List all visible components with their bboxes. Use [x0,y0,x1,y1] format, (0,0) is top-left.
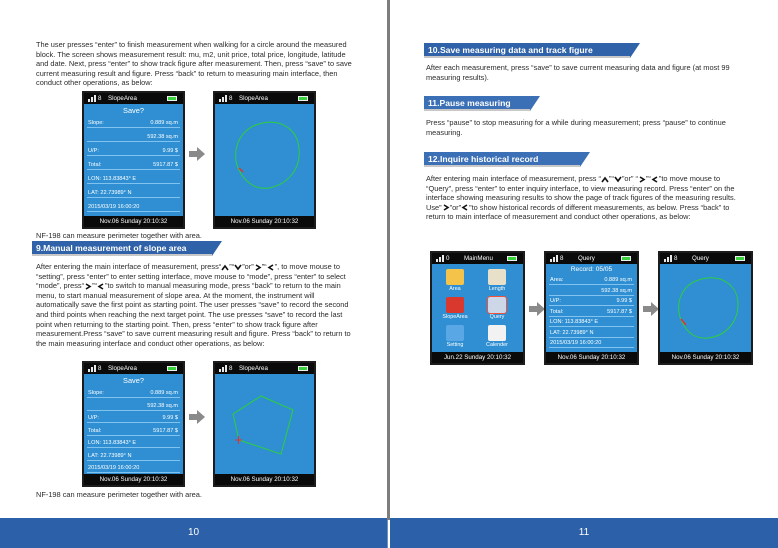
menu-label-calendar: Calender [486,342,508,348]
arrow-right-icon [189,410,205,424]
up-arrow-icon [601,176,609,183]
result-row [549,296,634,306]
slope-area-icon [446,297,464,313]
row-value: 9.99 $ [616,298,632,304]
status-footer: Nov.06 Sunday 20:10:32 [215,474,314,485]
result-row [549,286,634,296]
row-key: Total: [550,308,564,315]
screen-title: Query [578,255,595,262]
track-figure-loop [660,264,751,354]
signal-icon [436,255,446,262]
result-row [87,401,180,411]
row-key: LON: 113.83843° E [88,440,137,446]
device-screen-query-record: 8 Query Record: 05/05 Nov.06 Sunday 20:10:32 Area: 0.889 sq.m 592.38 sq.m U/P: 9.99 $ Total: 5917.87 $ LON: 113.83843° E LAT: 22.73989° N 2015/03/19 16:00:20 [544,251,639,365]
menu-label-query: Query [489,314,505,320]
screen-title: SlopeArea [108,95,137,102]
row-key: Area: [550,277,564,283]
left-arrow-icon [651,176,659,183]
perimeter-note: NF-198 can measure perimeter together with area. [36,490,202,499]
menu-label-area: Area [449,286,461,292]
left-arrow-icon [97,283,105,290]
right-page [390,0,778,548]
signal-icon [88,365,98,372]
down-arrow-icon [234,264,242,271]
arrow-right-icon [529,302,545,316]
setting-icon [446,325,464,341]
section-11-header: 11.Pause measuring [424,96,530,111]
section-12-body: After entering main interface of measurement, press “ ”“ ”or” “ ”“ ”to move mouse to “Query”, press “enter” to enter inquiry interface, to view measuring record. Press “enter” on the interface showing measuring results to show the page of track figures of the measuring results. Use” ”or” ”to show historical records of different measurements, as below. Press “back” to return to main interface of measurement and conduct other operations, as below: [426,174,736,222]
result-row [549,317,634,327]
battery-icon [167,96,177,101]
left-arrow-icon [461,204,469,211]
row-value: 0.889 sq.m [150,120,178,126]
result-row [87,160,180,170]
battery-icon [621,256,631,261]
signal-icon [664,255,674,262]
row-value: 5917.87 $ [153,162,178,168]
status-footer: Nov.06 Sunday 20:10:32 [546,352,637,363]
page-footer: 10 [0,518,388,548]
device-screen-save-manual: 8 SlopeArea Save? Nov.06 Sunday 20:10:32 Slope: 0.889 sq.m 592.38 sq.m U/P: 9.99 $ Total: 5917.87 $ LON: 113.83843° E LAT: 22.73989° N 2015/03/19 16:00:20 [82,361,185,487]
track-figure-polygon [215,374,314,476]
row-key: 2015/03/19 16:00:20 [88,465,140,471]
query-icon [488,297,506,313]
row-key: LAT: 22.73989° N [88,452,132,459]
calendar-icon [488,325,506,341]
row-key: LON: 113.83843° E [88,176,137,182]
result-row [87,202,180,212]
down-arrow-icon [614,176,622,183]
row-value: 9.99 $ [162,148,178,154]
result-row [549,328,634,338]
row-key: U/P: [88,415,99,421]
row-value: 592.38 sq.m [147,134,178,140]
screen-title: SlopeArea [239,95,268,102]
status-footer: Nov.06 Sunday 20:10:32 [215,216,314,227]
section-11-text: Press “pause” to stop measuring for a while during measurement; press “pause” to continue measuring. [426,118,726,137]
result-row [87,132,180,142]
signal-icon [219,95,229,102]
row-value: 0.889 sq.m [150,390,178,396]
row-key: LON: 113.83843° E [550,319,599,325]
row-key: LAT: 22.73989° N [88,190,132,196]
section-9-header: 9.Manual measurement of slope area [32,241,212,256]
left-arrow-icon [267,264,275,271]
result-row [87,118,180,128]
length-icon [488,269,506,285]
row-key: Total: [88,427,102,434]
right-arrow-icon [254,264,262,271]
right-arrow-icon [638,176,646,183]
device-screen-query-track: 8 Query Nov.06 Sunday 20:10:32 [658,251,753,365]
result-row [549,338,634,348]
row-key: U/P: [550,298,561,304]
result-row [87,188,180,198]
row-key: Total: [88,162,102,168]
left-page [0,0,388,548]
signal-icon [219,365,229,372]
right-arrow-icon [84,283,92,290]
up-arrow-icon [221,264,229,271]
screen-title: SlopeArea [108,365,137,372]
row-key: U/P: [88,148,99,154]
device-screen-track: 8 SlopeArea Nov.06 Sunday 20:10:32 [213,91,316,229]
result-row [87,388,180,398]
right-arrow-icon [442,204,450,211]
menu-label-slope-area: SlopeArea [442,314,468,320]
battery-icon [298,366,308,371]
device-screen-save: 8 SlopeArea Save? Nov.06 Sunday 20:10:32 Slope: 0.889 sq.m 592.38 sq.m U/P: 9.99 $ Total: 5917.87 $ LON: 113.83843° E LAT: 22.73989° N 2015/03/19 16:00:20 [82,91,185,229]
status-footer: Nov.06 Sunday 20:10:32 [84,474,183,485]
result-row [549,307,634,317]
result-row [87,146,180,156]
status-footer: Nov.06 Sunday 20:10:32 [84,216,183,227]
record-label: Record: 05/05 [570,266,613,273]
row-key: LAT: 22.73989° N [550,329,594,336]
row-key: Slope: [88,390,104,396]
result-row [87,426,180,436]
row-key: Slope: [88,120,104,126]
row-value: 5917.87 $ [607,308,632,315]
row-value: 592.38 sq.m [601,287,632,294]
perimeter-note: NF-198 can measure perimeter together with area. [36,231,202,240]
section-10-header: 10.Save measuring data and track figure [424,43,630,58]
status-footer: Nov.06 Sunday 20:10:32 [660,352,751,363]
row-value: 9.99 $ [162,415,178,421]
screen-title: SlopeArea [239,365,268,372]
status-footer: Jun.22 Sunday 20:10:32 [432,352,523,363]
save-prompt: Save? [123,376,144,385]
section-9-body: After entering the main interface of measurement, press“ ”“ ”or” ”“ ”, to move mouse to “setting”, press “enter” to enter setting interface, move mouse to “mode”, press “enter” to select “mode”, press“ ”“ ”to switch to manual measuring mode, press “back” to return to the main menu, to start manual measurement of slope area. At the moment, the instrument will automatically save the first point as starting point. The user presses “save” to record the second and third points when reaching the next target point. The use presses “save” to record the last point when returning to the starting point. Then, press “enter” to show track figure after measurement.Press “save” to save current measuring result and figure. Press “back” to return to the main measuring interface and conduct other operations, as below: [36,262,351,348]
device-screen-main-menu: 0 MainMenu Area Length SlopeArea Query Setting Calender Jun.22 Sunday 20:10:32 [430,251,525,365]
battery-icon [735,256,745,261]
result-row [87,413,180,423]
row-key: 2015/03/19 16:00:20 [550,340,602,346]
area-icon [446,269,464,285]
page-footer: 11 [390,518,778,548]
arrow-right-icon [643,302,659,316]
row-value: 0.889 sq.m [604,277,632,283]
result-row [87,451,180,461]
intro-paragraph: The user presses “enter” to finish measurement when walking for a circle around the measured block. The screen shows measurement result: mu, m2, unit price, total price, longitude, latitude and date. Next, press “enter” to show track figure after measurement. Then, press “save” to save current measuring result and figure. Press “back” to return to measuring main interface, then conduct other operations, as below: [36,40,352,88]
signal-icon [88,95,98,102]
track-figure-loop [215,104,314,218]
screen-title: Query [692,255,709,262]
result-row [87,438,180,448]
save-prompt: Save? [123,106,144,115]
battery-icon [298,96,308,101]
device-screen-track-polygon: 8 SlopeArea Nov.06 Sunday 20:10:32 [213,361,316,487]
result-row [87,463,180,473]
screen-title: MainMenu [464,255,493,262]
row-key: 2015/03/19 16:00:20 [88,204,140,210]
signal-icon [550,255,560,262]
arrow-right-icon [189,147,205,161]
result-row [549,275,634,285]
section-12-header: 12.Inquire historical record [424,152,580,167]
battery-icon [507,256,517,261]
menu-label-length: Length [488,286,506,292]
row-value: 592.38 sq.m [147,402,178,409]
row-value: 5917.87 $ [153,427,178,434]
section-10-text: After each measurement, press “save” to save current measuring data and figure (at most 99 measuring results). [426,63,730,82]
battery-icon [167,366,177,371]
menu-label-setting: Setting [446,342,464,348]
result-row [87,174,180,184]
